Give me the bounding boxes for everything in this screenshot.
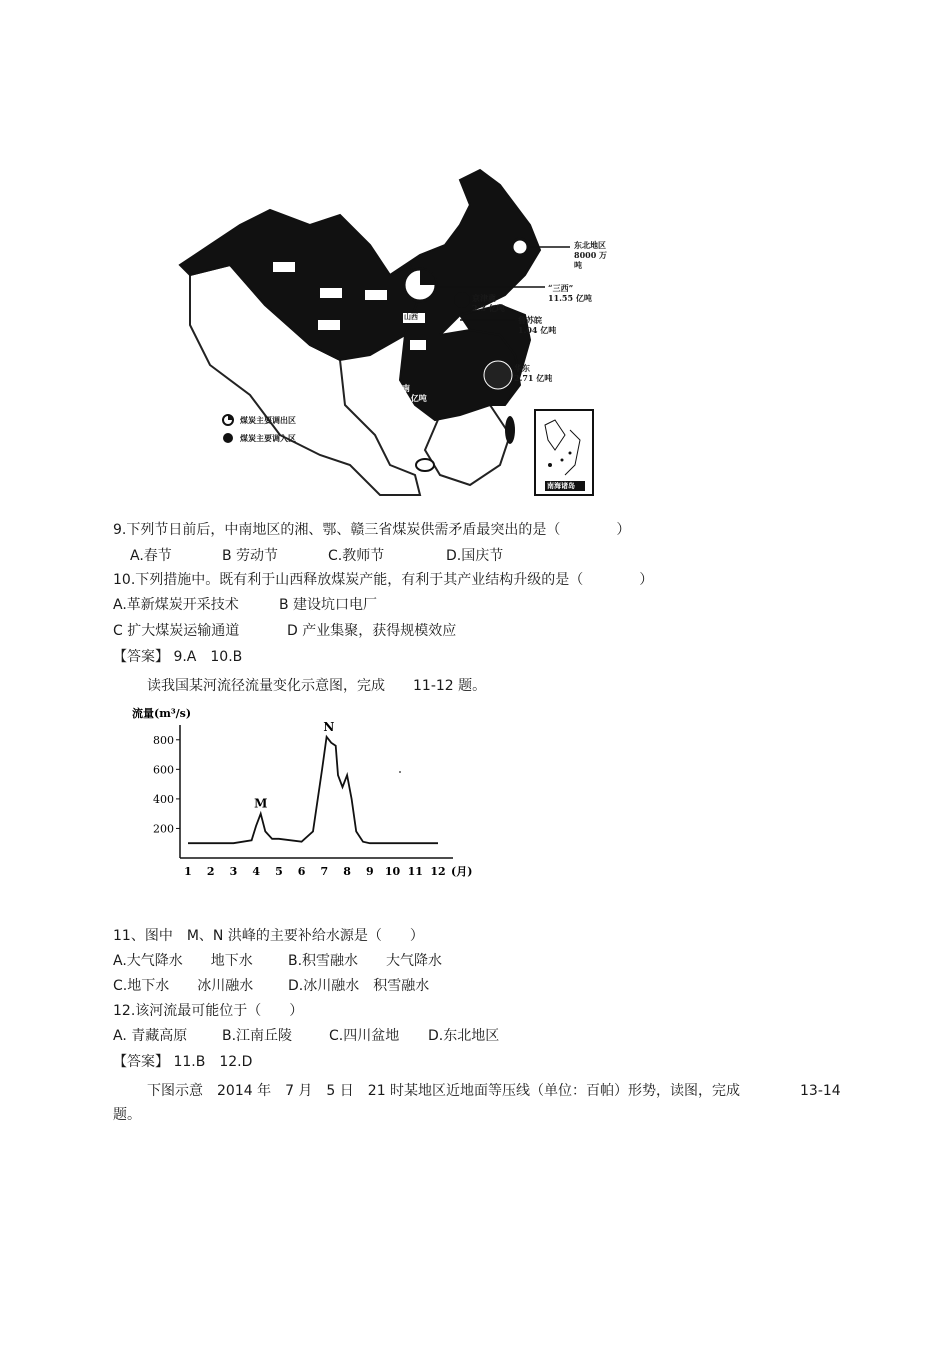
q10-option-c: C 扩大煤炭运输通道 [113, 623, 240, 639]
chart-y-tick-label: 400 [153, 792, 174, 806]
chart-y-axis-label: 流量(m³/s) [132, 707, 192, 720]
q10-option-d: D 产业集聚，获得规模效应 [287, 623, 457, 639]
q10-option-b: B 建设坑口电厂 [279, 597, 378, 613]
q12-option-d: D.东北地区 [428, 1028, 500, 1044]
intro-11-12: 读我国某河流径流量变化示意图，完成 11-12 题。 [147, 678, 487, 694]
q10-option-a: A.革新煤炭开采技术 [113, 597, 239, 613]
q11-option-c: C.地下水 冰川融水 [113, 978, 254, 994]
q12-option-a: A. 青藏高原 [113, 1028, 188, 1044]
chart-x-tick-label: 4 [252, 865, 261, 878]
legend-export-label: 煤炭主要调出区 [240, 415, 296, 425]
chart-annotation-label: N [323, 719, 335, 734]
q11-option-a: A.大气降水 地下水 [113, 953, 253, 969]
q12-option-b: B.江南丘陵 [222, 1028, 293, 1044]
q11-option-d: D.冰川融水 积雪融水 [288, 978, 430, 994]
export-circle-dongbei [512, 239, 528, 255]
label-sanxi-value: 11.55 亿吨 [548, 293, 592, 303]
chart-y-tick-label: 200 [153, 822, 174, 836]
chart-x-tick-label: 12 [430, 865, 446, 878]
chart-x-tick-label: 8 [343, 865, 351, 878]
label-huadong: 华东 [514, 363, 530, 373]
question-9: 9.下列节日前后，中南地区的湘、鄂、赣三省煤炭供需矛盾最突出的是（ ） [113, 522, 631, 538]
label-lusuwan-value: 1.04 亿吨 [518, 325, 557, 335]
chart-x-tick-label: 6 [297, 865, 306, 878]
hainan-island [416, 459, 434, 471]
chart-x-tick-label: 3 [229, 865, 238, 878]
label-jingjinji: 京津冀 [472, 293, 496, 303]
coal-flow-map [170, 165, 610, 500]
river-discharge-chart [128, 703, 488, 888]
label-shanxi: 山西 [404, 312, 418, 321]
q11-option-b: B.积雪融水 大气降水 [288, 953, 443, 969]
label-sanxi: “三西” [548, 283, 574, 293]
import-circle-huadong [484, 361, 512, 389]
label-jingjinji-value: 2.3 亿吨 [472, 303, 505, 313]
chart-x-axis-label: (月) [451, 865, 473, 878]
chart-y-tick-label: 800 [153, 733, 174, 747]
label-zhongnan: 中南 [394, 383, 410, 393]
answer-11-12: 【答案】 11.B 12.D [113, 1054, 253, 1070]
intro-13-14-end: 题。 [113, 1107, 141, 1123]
label-dongbei: 东北地区 [574, 240, 606, 250]
chart-annotation-label: M [254, 796, 268, 811]
label-huadong-value: 2.71 亿吨 [514, 373, 553, 383]
chart-y-tick-label: 600 [153, 763, 174, 777]
label-zhongnan-value: 1.8 亿吨 [394, 393, 427, 403]
q9-option-c: C.教师节 [328, 548, 385, 564]
import-circle-jingjinji [454, 292, 470, 308]
chart-x-tick-label: 7 [320, 865, 329, 878]
chart-x-tick-label: 1 [184, 865, 192, 878]
intro-13-14-number: 13-14 [800, 1083, 841, 1099]
chart-x-tick-label: 2 [206, 865, 215, 878]
chart-svg [128, 703, 488, 888]
question-10: 10.下列措施中。既有利于山西释放煤炭产能，有利于其产业结构升级的是（ ） [113, 572, 654, 588]
intro-13-14: 下图示意 2014 年 7 月 5 日 21 时某地区近地面等压线（单位：百帕）形势，读图，完成 [147, 1083, 741, 1099]
q9-option-b: B 劳动节 [222, 548, 279, 564]
label-inset: 南海诸岛 [547, 481, 575, 490]
chart-x-tick-label: 5 [275, 865, 283, 878]
answer-9-10: 【答案】 9.A 10.B [113, 649, 243, 665]
label-dongbei-value: 8000 万吨 [574, 250, 608, 270]
legend-import-label: 煤炭主要调入区 [240, 433, 296, 443]
question-11: 11、图中 M、N 洪峰的主要补给水源是（ ） [113, 928, 424, 944]
taiwan-island [505, 416, 515, 444]
label-lusuwan: 鲁苏皖 [518, 315, 542, 325]
chart-series-line [188, 737, 438, 843]
q12-option-c: C.四川盆地 [329, 1028, 400, 1044]
chart-x-tick-label: 10 [384, 865, 401, 878]
chart-x-tick-label: 11 [407, 865, 423, 878]
q9-option-a: A.春节 [130, 548, 172, 564]
chart-x-tick-label: 9 [365, 865, 374, 878]
question-12: 12.该河流最可能位于（ ） [113, 1003, 304, 1019]
q9-option-d: D.国庆节 [446, 548, 504, 564]
legend-import-symbol [223, 433, 233, 443]
